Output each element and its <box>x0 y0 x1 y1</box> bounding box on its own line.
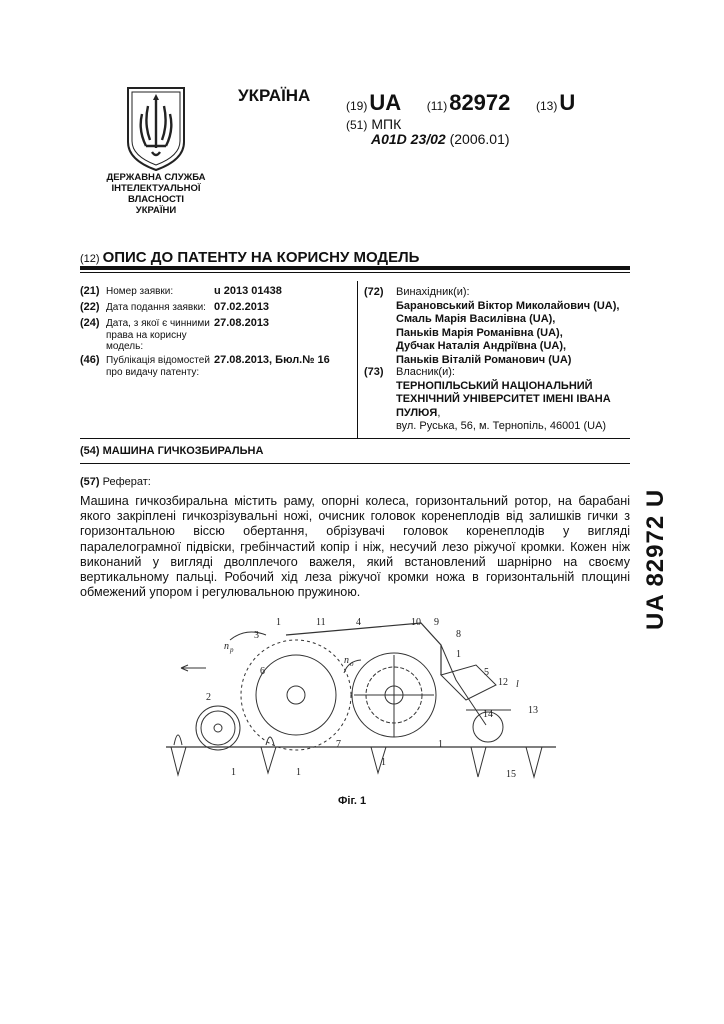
bib-code: (21) <box>80 285 100 297</box>
bib-value: 27.08.2013, Бюл.№ 16 <box>214 354 330 366</box>
ipc-version: (2006.01) <box>449 131 510 147</box>
svg-text:9: 9 <box>434 617 439 628</box>
svg-text:p: p <box>230 646 234 654</box>
document-title <box>80 249 419 266</box>
column-divider <box>357 281 358 438</box>
bib-value: 07.02.2013 <box>214 301 270 313</box>
svg-text:n: n <box>344 655 349 666</box>
country-name: УКРАЇНА <box>238 86 311 105</box>
ipc-label-line <box>346 116 401 132</box>
owner-code: (73) <box>364 366 384 378</box>
svg-text:8: 8 <box>456 629 461 640</box>
bib-value: u 2013 01438 <box>214 285 282 297</box>
inventor-name: Барановський Віктор Миколайович (UA), <box>396 299 620 312</box>
inventors-code: (72) <box>364 286 384 298</box>
svg-text:1: 1 <box>231 767 236 778</box>
bib-label: Публікація відомостей про видачу патенту: <box>106 355 210 378</box>
abstract-label-text: Реферат: <box>102 476 151 488</box>
svg-text:10: 10 <box>411 617 421 628</box>
publication-code-line <box>346 90 597 116</box>
bib-value: 27.08.2013 <box>214 317 270 329</box>
svg-text:1: 1 <box>381 757 386 768</box>
code-57: (57) <box>80 476 100 488</box>
code-11: (11) <box>426 99 448 113</box>
agency-name: ДЕРЖАВНА СЛУЖБА ІНТЕЛЕКТУАЛЬНОЇ ВЛАСНОСТІ УКРАЇНИ <box>106 172 206 216</box>
svg-text:14: 14 <box>483 709 493 720</box>
svg-text:5: 5 <box>484 667 489 678</box>
abstract-label <box>80 476 151 488</box>
svg-text:1: 1 <box>296 767 301 778</box>
inventors-label: Винахідник(и): <box>396 286 470 298</box>
owner-name: ТЕРНОПІЛЬСЬКИЙ НАЦІОНАЛЬНИЙ ТЕХНІЧНИЙ УНІВЕРСИТЕТ ІМЕНІ ІВАНА ПУЛЮЯ <box>396 379 611 419</box>
bib-code: (46) <box>80 354 100 366</box>
svg-text:n: n <box>224 641 229 652</box>
title-rule <box>80 266 630 270</box>
bib-code: (24) <box>80 317 100 329</box>
code-12: (12) <box>80 253 100 265</box>
document-title-text: ОПИС ДО ПАТЕНТУ НА КОРИСНУ МОДЕЛЬ <box>102 249 420 266</box>
country-code: UA <box>369 90 402 115</box>
section-divider <box>80 463 630 464</box>
inventor-name: Смаль Марія Василівна (UA), <box>396 313 556 325</box>
svg-text:1: 1 <box>456 649 461 660</box>
svg-text:12: 12 <box>498 677 508 688</box>
owner-address: вул. Руська, 56, м. Тернопіль, 46001 (UA) <box>396 420 607 432</box>
bib-label: Дата подання заявки: <box>106 302 206 313</box>
svg-text:l: l <box>516 679 519 690</box>
code-54: (54) <box>80 445 100 457</box>
title-rule-thin <box>80 272 630 273</box>
svg-text:15: 15 <box>506 769 516 780</box>
svg-text:3: 3 <box>254 630 259 641</box>
abstract-text: Машина гичкозбиральна містить раму, опорні колеса, горизонтальний ротор, на барабані якого закріплені гичкозрізувальні ножі, очисник головок коренеплодів від залишків гички з горизонтальною віссю обертання, обрізувачі головок коренеплодів у вигляді паралелограмної підвіски, гребінчастий копір і ніж, несучий лезо ріжучої кромки. Кожен ніж виконаний у вигляді дволплечого важеля, який встановлений шарнірно на своєму вертикальному пальці. Робочий хід леза ріжучої кромки ножа в горизонтальній площині обмежений упором і регулювальною пружиною. <box>80 494 630 600</box>
kind-code: U <box>559 90 576 115</box>
inventor-name: Паньків Віталій Романович (UA) <box>396 353 572 366</box>
bib-label: Дата, з якої є чинними права на корисну модель: <box>106 318 210 352</box>
ipc-class: A01D 23/02 <box>371 131 446 147</box>
svg-text:o: o <box>350 660 354 668</box>
owner-name-suffix: , <box>437 406 441 419</box>
owner-label: Власник(и): <box>396 366 455 378</box>
svg-text:1: 1 <box>438 739 443 750</box>
figure-caption: Фіг. 1 <box>338 795 367 807</box>
bib-code: (22) <box>80 301 100 313</box>
code-51: (51) <box>346 118 368 132</box>
code-19: (19) <box>346 99 368 113</box>
svg-text:2: 2 <box>206 692 211 703</box>
side-publication-code <box>636 470 686 630</box>
patent-number: 82972 <box>449 90 511 115</box>
inventor-name: Паньків Марія Романівна (UA), <box>396 326 563 339</box>
svg-text:13: 13 <box>528 705 538 716</box>
invention-title-text: МАШИНА ГИЧКОЗБИРАЛЬНА <box>102 445 264 457</box>
section-divider <box>80 438 630 439</box>
figure-drawing <box>166 605 556 785</box>
svg-text:1: 1 <box>276 617 281 628</box>
bib-label: Номер заявки: <box>106 286 174 297</box>
svg-text:6: 6 <box>260 666 265 677</box>
ipc-label: МПК <box>371 116 402 132</box>
code-13: (13) <box>536 99 558 113</box>
svg-text:7: 7 <box>336 739 341 750</box>
svg-text:4: 4 <box>356 617 361 628</box>
inventor-name: Дубчак Наталія Андріївна (UA), <box>396 340 567 352</box>
svg-text:11: 11 <box>316 617 326 628</box>
ipc-class-line <box>371 131 510 147</box>
state-emblem-icon <box>124 84 188 172</box>
side-code-text: UA 82972 U <box>642 488 669 630</box>
invention-title <box>80 445 263 457</box>
